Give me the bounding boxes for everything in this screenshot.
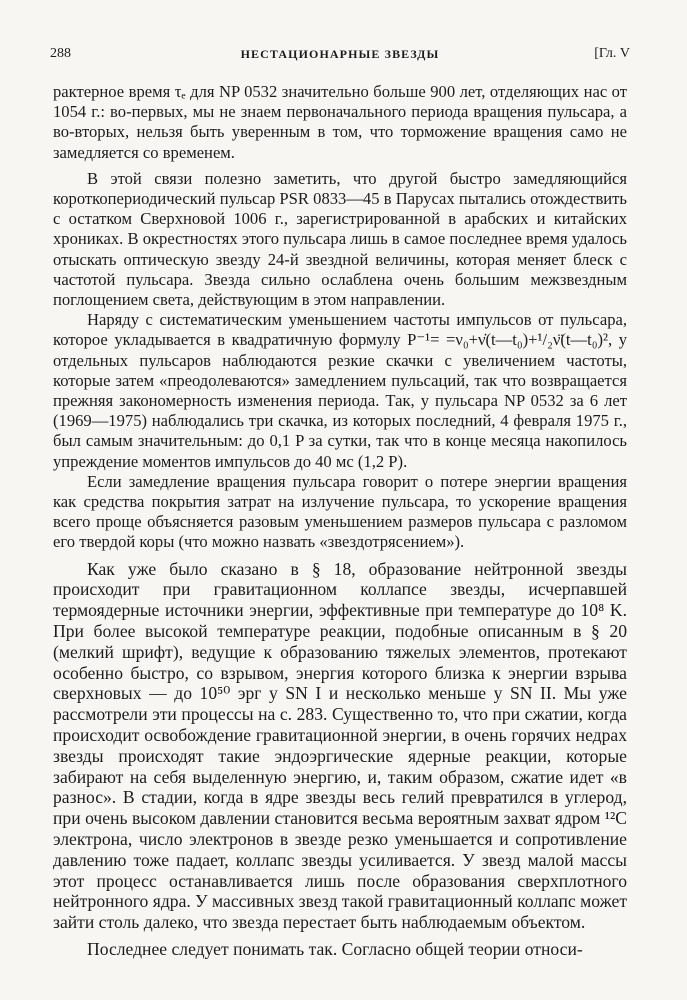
chapter-marker: [Гл. V [594,46,630,61]
paragraph: В этой связи полезно заметить, что другой быстро замедляющийся короткопериодический пульсар PSR 0833—45 в Парусах пытались отождествить с остатком Сверхновой 1006 г., зарегистрированной в арабских и китайских хрониках. В окрестностях этого пульсара лишь в самое последнее время удалось отыскать оптическую звезду 24-й звездной величины, которая меняет блеск с частотой пульсара. Звезда сильно ослаблена очень большим межзвездным поглощением света, действующим в этом направлении. [53,168,627,310]
paragraph: рактерное время τₑ для NP 0532 значительно больше 900 лет, отделяющих нас от 1054 г.: во-первых, мы не знаем первоначального периода вращения пульсара, а во-вторых, нельзя быть уверенным в том, что торможение вращения само не замедляется со временем. [53,82,627,162]
paragraph: Если замедление вращения пульсара говорит о потере энергии вращения как средства покрытия затрат на излучение пульсара, то ускорение вращения всего проще объясняется разовым уменьшением размеров пульсара с разломом его твердой коры (что можно назвать «звездотрясением»). [53,471,627,552]
page-header [50,46,630,68]
paragraph: Последнее следует понимать так. Согласно общей теории относи- [87,939,583,960]
page-body [53,82,627,960]
paragraph: Наряду с систематическим уменьшением частоты импульсов от пульсара, которое укладывается в квадратичную формулу P⁻¹= =ν₀+ν̇(t—t₀)+¹/₂ν̈(t—t₀)², у отдельных пульсаров наблюдаются резкие скачки с увеличением частоты, которые затем «преодолеваются» замедлением пульсаций, так что возвращается прежняя закономерность изменения периода. Так, у пульсара NP 0532 за 6 лет (1969—1975) наблюдались три скачка, из которых последний, 4 февраля 1975 г., был самым значительным: до 0,1 P за сутки, так что в конце месяца накопилось упреждение моментов импульсов до 40 мс (1,2 P). [53,310,627,471]
page-number: 288 [50,46,71,61]
paragraph: Как уже было сказано в § 18, образование нейтронной звезды происходит при гравитационном коллапсе звезды, исчерпавшей термоядерные источники энергии, эффективные при температуре до 10⁸ K. При более высокой температуре реакции, подобные описанным в § 20 (мелкий шрифт), ведущие к образованию тяжелых элементов, протекают особенно быстро, со взрывом, энергия которого близка к энергии взрыва сверхновых — до 10⁵⁰ эрг у SN I и несколько меньше у SN II. Мы уже рассмотрели эти процессы на с. 283. Существенно то, что при сжатии, когда происходит освобождение гравитационной энергии, в очень горячих недрах звезды происходят такие эндоэргические ядерные реакции, которые забирают на себя выделенную энергию, и, таким образом, сжатие идет «в разнос». В стадии, когда в ядре звезды весь гелий превратился в углерод, при очень высоком давлении становится весьма вероятным захват ядром ¹²C электрона, число электронов в звезде резко уменьшается и сопротивление давлению тоже падает, коллапс звезды усиливается. У звезд малой массы этот процесс останавливается лишь после образования сверхплотного нейтронного ядра. У массивных звезд такой гравитационный коллапс может зайти столь далеко, что звезда перестает быть наблюдаемым объектом. [53,558,628,933]
running-title: НЕСТАЦИОНАРНЫЕ ЗВЕЗДЫ [240,47,440,61]
